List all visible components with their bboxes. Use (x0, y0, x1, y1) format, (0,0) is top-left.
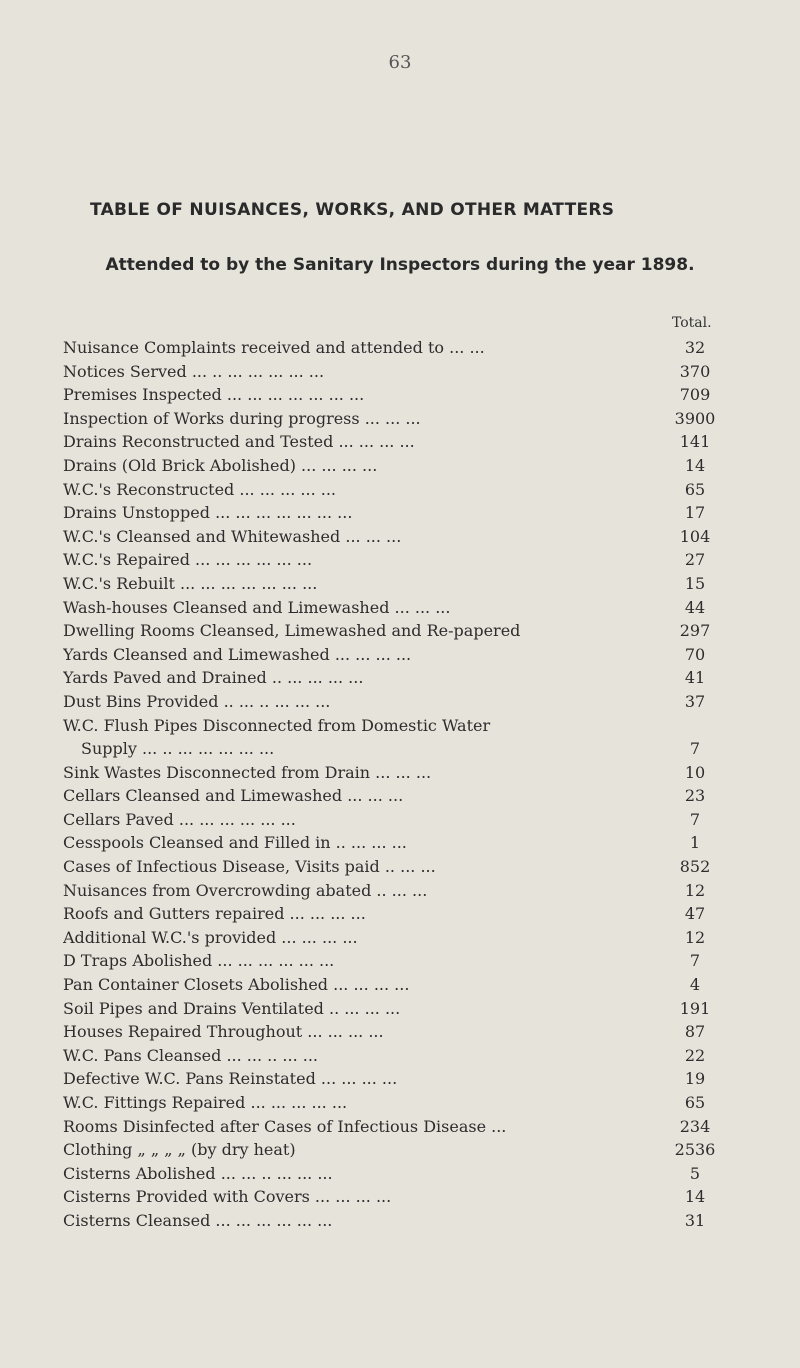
row-label: Houses Repaired Throughout ... ... ... ... (63, 1022, 384, 1042)
table-row (63, 1162, 720, 1186)
table-row (63, 548, 720, 572)
table-row (63, 690, 720, 714)
table-row (63, 454, 720, 478)
row-total: 852 (679, 857, 711, 877)
row-label: Roofs and Gutters repaired ... ... ... ... (63, 904, 366, 924)
table-row (63, 666, 720, 690)
row-label: W.C.'s Cleansed and Whitewashed ... ... ... (63, 526, 402, 546)
table-row (63, 430, 720, 454)
row-label: Premises Inspected ... ... ... ... ... ... ... (63, 385, 365, 405)
table-row (63, 831, 720, 855)
row-label: Cesspools Cleansed and Filled in .. ... ... ... (63, 833, 407, 853)
table-row (63, 949, 720, 973)
table-row (63, 336, 720, 360)
table-row (63, 407, 720, 431)
row-total: 65 (684, 479, 706, 499)
row-total: 31 (684, 1210, 706, 1230)
row-label: Cisterns Provided with Covers ... ... ... ... (63, 1187, 392, 1207)
row-label: Sink Wastes Disconnected from Drain ... ... ... (63, 762, 432, 782)
row-total: 104 (679, 526, 711, 546)
row-label-continuation: Supply ... .. ... ... ... ... ... (81, 739, 275, 759)
row-total: 7 (689, 809, 701, 829)
table-row (63, 1020, 720, 1044)
row-label: Cases of Infectious Disease, Visits paid .. ... ... (63, 857, 436, 877)
row-total: 87 (684, 1022, 706, 1042)
row-label: Inspection of Works during progress ... ... ... (63, 408, 421, 428)
row-label: Clothing „ „ „ „ (by dry heat) (63, 1140, 296, 1160)
row-total: 14 (684, 1187, 706, 1207)
table-row (63, 572, 720, 596)
table-row (63, 596, 720, 620)
table-row (63, 501, 720, 525)
row-label: W.C.'s Repaired ... ... ... ... ... ... (63, 550, 313, 570)
table-row (63, 1067, 720, 1091)
row-total: 70 (684, 644, 706, 664)
row-total: 5 (689, 1163, 701, 1183)
row-total: 3900 (674, 408, 716, 428)
nuisance-table (63, 336, 720, 1233)
row-label: Cellars Cleansed and Limewashed ... ... ... (63, 786, 404, 806)
row-total: 47 (684, 904, 706, 924)
row-total: 12 (684, 880, 706, 900)
row-total: 297 (679, 621, 711, 641)
row-label: Notices Served ... .. ... ... ... ... ... (63, 361, 325, 381)
row-label: Defective W.C. Pans Reinstated ... ... ... ... (63, 1069, 398, 1089)
row-total: 32 (684, 338, 706, 357)
row-label: W.C.'s Reconstructed ... ... ... ... ... (63, 479, 337, 499)
table-row (63, 1044, 720, 1068)
table-row (63, 784, 720, 808)
row-label: Drains Unstopped ... ... ... ... ... ... ... (63, 503, 353, 523)
row-label: Pan Container Closets Abolished ... ... ... ... (63, 975, 410, 995)
row-total: 19 (684, 1069, 706, 1089)
table-row (63, 1138, 720, 1162)
row-total: 23 (684, 786, 706, 806)
row-label: Dwelling Rooms Cleansed, Limewashed and Re-papered (63, 621, 521, 641)
table-row (63, 997, 720, 1021)
row-label: Additional W.C.'s provided ... ... ... ... (63, 927, 358, 947)
row-total: 370 (679, 361, 711, 381)
total-column-header: Total. (672, 315, 712, 331)
table-row (63, 360, 720, 384)
table-row (63, 808, 720, 832)
row-label: Cellars Paved ... ... ... ... ... ... (63, 809, 296, 829)
row-label: Rooms Disinfected after Cases of Infectious Disease ... (63, 1116, 507, 1136)
table-row (63, 714, 720, 761)
table-row (63, 1209, 720, 1233)
row-label: W.C. Pans Cleansed ... ... .. ... ... (63, 1045, 318, 1065)
row-total: 44 (684, 597, 706, 617)
row-total: 37 (684, 691, 706, 711)
row-label: Soil Pipes and Drains Ventilated .. ... ... ... (63, 998, 401, 1018)
table-row (63, 902, 720, 926)
row-total: 15 (684, 573, 706, 593)
row-total: 1 (689, 833, 701, 853)
row-total: 7 (689, 739, 701, 759)
row-label: W.C. Fittings Repaired ... ... ... ... ... (63, 1093, 348, 1112)
row-total: 7 (689, 951, 701, 971)
table-row (63, 1115, 720, 1139)
row-label: Wash-houses Cleansed and Limewashed ... ... ... (63, 597, 451, 617)
row-label: Nuisances from Overcrowding abated .. ... ... (63, 880, 428, 900)
table-row (63, 383, 720, 407)
table-row (63, 926, 720, 950)
row-label: Drains Reconstructed and Tested ... ... ... ... (63, 432, 415, 452)
row-total: 17 (684, 503, 706, 523)
row-label: Dust Bins Provided .. ... .. ... ... ... (63, 691, 331, 711)
table-row (63, 643, 720, 667)
table-row (63, 855, 720, 879)
row-total: 191 (679, 998, 711, 1018)
table-row (63, 879, 720, 903)
row-label: Yards Paved and Drained .. ... ... ... ... (63, 668, 364, 688)
row-label: W.C. Flush Pipes Disconnected from Domestic Water (63, 715, 491, 735)
table-row (63, 478, 720, 502)
row-label: Cisterns Abolished ... ... .. ... ... ... (63, 1163, 333, 1183)
row-label: W.C.'s Rebuilt ... ... ... ... ... ... ... (63, 573, 318, 593)
row-total: 27 (684, 550, 706, 570)
table-row (63, 525, 720, 549)
row-label: D Traps Abolished ... ... ... ... ... ... (63, 951, 335, 971)
row-total: 65 (684, 1093, 706, 1112)
table-row (63, 1185, 720, 1209)
row-total: 41 (684, 668, 706, 688)
page-number: 63 (388, 52, 412, 73)
row-total: 10 (684, 762, 706, 782)
table-title: TABLE OF NUISANCES, WORKS, AND OTHER MATTERS (90, 200, 615, 220)
row-total: 22 (684, 1045, 706, 1065)
row-label: Nuisance Complaints received and attended to ... ... (63, 338, 485, 357)
table-row (63, 619, 720, 643)
row-label: Yards Cleansed and Limewashed ... ... ... ... (63, 644, 412, 664)
table-row (63, 761, 720, 785)
table-row (63, 973, 720, 997)
row-total: 14 (684, 455, 706, 475)
row-label: Drains (Old Brick Abolished) ... ... ... ... (63, 455, 378, 475)
row-total: 12 (684, 927, 706, 947)
row-label: Cisterns Cleansed ... ... ... ... ... ... (63, 1210, 333, 1230)
table-subtitle: Attended to by the Sanitary Inspectors during the year 1898. (105, 255, 695, 275)
row-total: 234 (679, 1116, 711, 1136)
row-total: 709 (679, 385, 711, 405)
table-row (63, 1091, 720, 1115)
row-total: 4 (689, 975, 701, 995)
row-total: 141 (679, 432, 711, 452)
row-total: 2536 (674, 1140, 716, 1160)
